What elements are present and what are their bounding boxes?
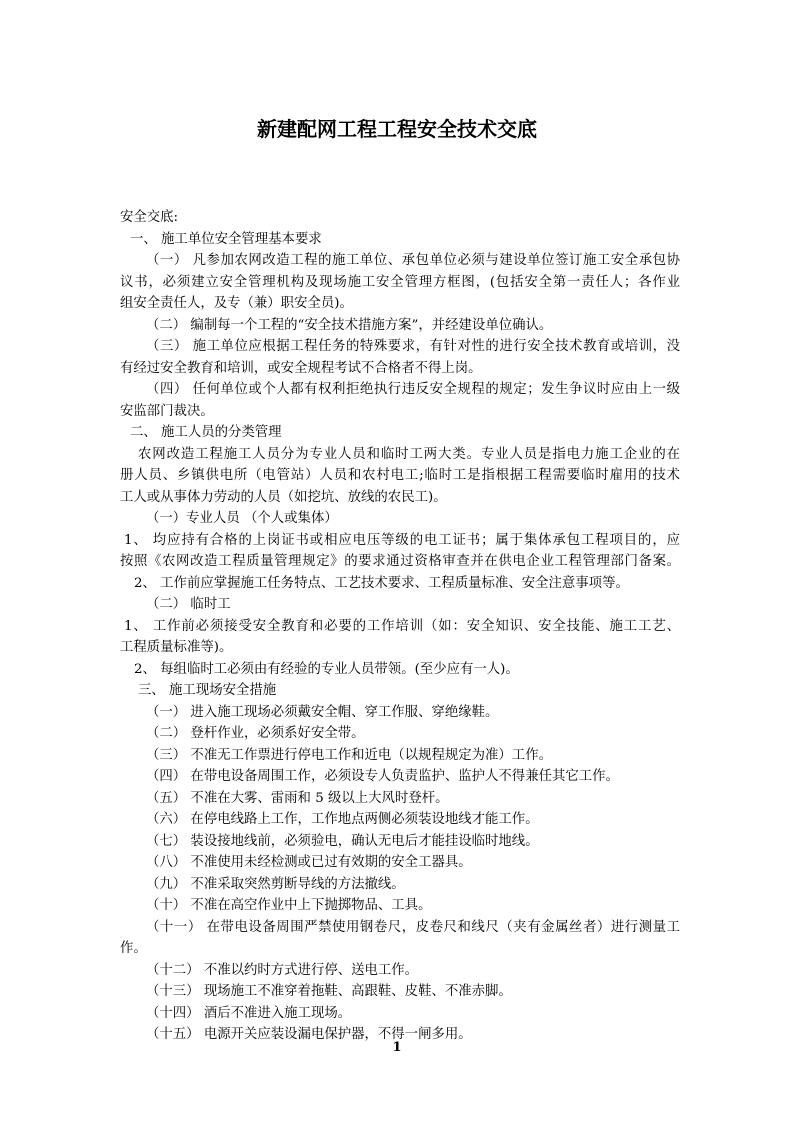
list-item: （七） 装设接地线前，必须验电，确认无电后才能挂设临时地线。 bbox=[146, 833, 539, 849]
text-line: 安全交底: bbox=[120, 210, 179, 225]
document-title: 新建配网工程工程安全技术交底 bbox=[257, 117, 537, 141]
text-line: 按照《农网改造工程质量管理规定》的要求通过资格审查并在供电企业工程管理部门备案。 bbox=[120, 554, 680, 569]
subsection-heading: （二） 临时工 bbox=[146, 597, 231, 612]
text-line: 册人员、乡镇供电所（电管站）人员和农村电工;临时工是指根据工程需要临时雇用的技术 bbox=[120, 468, 680, 483]
text-line: 2、 工作前应掌握施工任务特点、工艺技术要求、工程质量标准、安全注意事项等。 bbox=[134, 575, 629, 591]
text-line: （四） 任何单位或个人都有权利拒绝执行违反安全规程的规定；发生争议时应由上一级 bbox=[146, 382, 680, 397]
text-line: （三） 施工单位应根据工程任务的特殊要求，有针对性的进行安全技术教育或培训，没 bbox=[146, 339, 680, 354]
list-item: （十一） 在带电设备周围严禁使用钢卷尺，皮卷尺和线尺（夹有金属丝者）进行测量工 bbox=[146, 919, 680, 935]
list-item: （一） 进入施工现场必须戴安全帽、穿工作服、穿绝缘鞋。 bbox=[146, 704, 499, 720]
list-item: （二） 登杆作业，必须系好安全带。 bbox=[146, 726, 365, 741]
list-item: （五） 不准在大雾、雷雨和 5 级以上大风时登杆。 bbox=[146, 790, 449, 806]
list-item: （十五） 电源开关应装设漏电保护器，不得一闸多用。 bbox=[146, 1027, 472, 1042]
text-line: 1、 均应持有合格的上岗证书或相应电压等级的电工证书；属于集体承包工程项目的，应 bbox=[124, 532, 680, 548]
text-line: 议书，必须建立安全管理机构及现场施工安全管理方框图，(包括安全第一责任人；各作业 bbox=[120, 274, 680, 290]
text-line: 作。 bbox=[120, 941, 147, 956]
list-item: （九） 不准采取突然剪断导线的方法撤线。 bbox=[146, 876, 405, 892]
list-item: （四） 在带电设备周围工作，必须设专人负责监护、监护人不得兼任其它工作。 bbox=[146, 769, 619, 784]
text-line: 组安全责任人，及专（兼）职安全员)。 bbox=[120, 296, 353, 311]
list-item: （八） 不准使用未经检测或已过有效期的安全工器具。 bbox=[146, 855, 472, 870]
section-heading: 二、 施工人员的分类管理 bbox=[130, 425, 282, 440]
text-line: （一） 凡参加农网改造工程的施工单位、承包单位必须与建设单位签订施工安全承包协 bbox=[146, 253, 680, 268]
text-line: 工人或从事体力劳动的人员（如挖坑、放线的农民工)。 bbox=[120, 489, 447, 505]
document-body bbox=[120, 207, 680, 1046]
text-line: 农网改造工程施工人员分为专业人员和临时工两大类。专业人员是指电力施工企业的在 bbox=[138, 446, 680, 462]
list-item: （三） 不准无工作票进行停电工作和近电（以规程规定为准）工作。 bbox=[146, 747, 552, 763]
section-heading: 一、 施工单位安全管理基本要求 bbox=[130, 231, 322, 247]
page-number: 1 bbox=[392, 1040, 402, 1055]
text-line: 有经过安全教育和培训，或安全规程考试不合格者不得上岗。 bbox=[120, 360, 482, 376]
list-item: （六） 在停电线路上工作，工作地点两侧必须装设地线才能工作。 bbox=[146, 812, 539, 827]
list-item: （十） 不准在高空作业中上下抛掷物品、工具。 bbox=[146, 898, 432, 913]
section-heading: 三、 施工现场安全措施 bbox=[138, 683, 277, 698]
text-line: 2、 每组临时工必须由有经验的专业人员带领。(至少应有一人)。 bbox=[134, 661, 519, 677]
text-line: （二） 编制每一个工程的“安全技术措施方案”，并经建设单位确认。 bbox=[146, 317, 553, 333]
text-line: 工程质量标准等)。 bbox=[120, 640, 233, 655]
list-item: （十三） 现场施工不准穿着拖鞋、高跟鞋、皮鞋、不准赤脚。 bbox=[146, 984, 512, 999]
subsection-heading: （一）专业人员 （个人或集体） bbox=[146, 511, 338, 526]
text-line: 安监部门裁决。 bbox=[120, 403, 214, 419]
text-line: 1、 工作前必须接受安全教育和必要的工作培训（如：安全知识、安全技能、施工工艺、 bbox=[124, 618, 680, 634]
list-item: （十四） 酒后不准进入施工现场。 bbox=[146, 1005, 352, 1021]
list-item: （十二） 不准以约时方式进行停、送电工作。 bbox=[146, 962, 419, 978]
